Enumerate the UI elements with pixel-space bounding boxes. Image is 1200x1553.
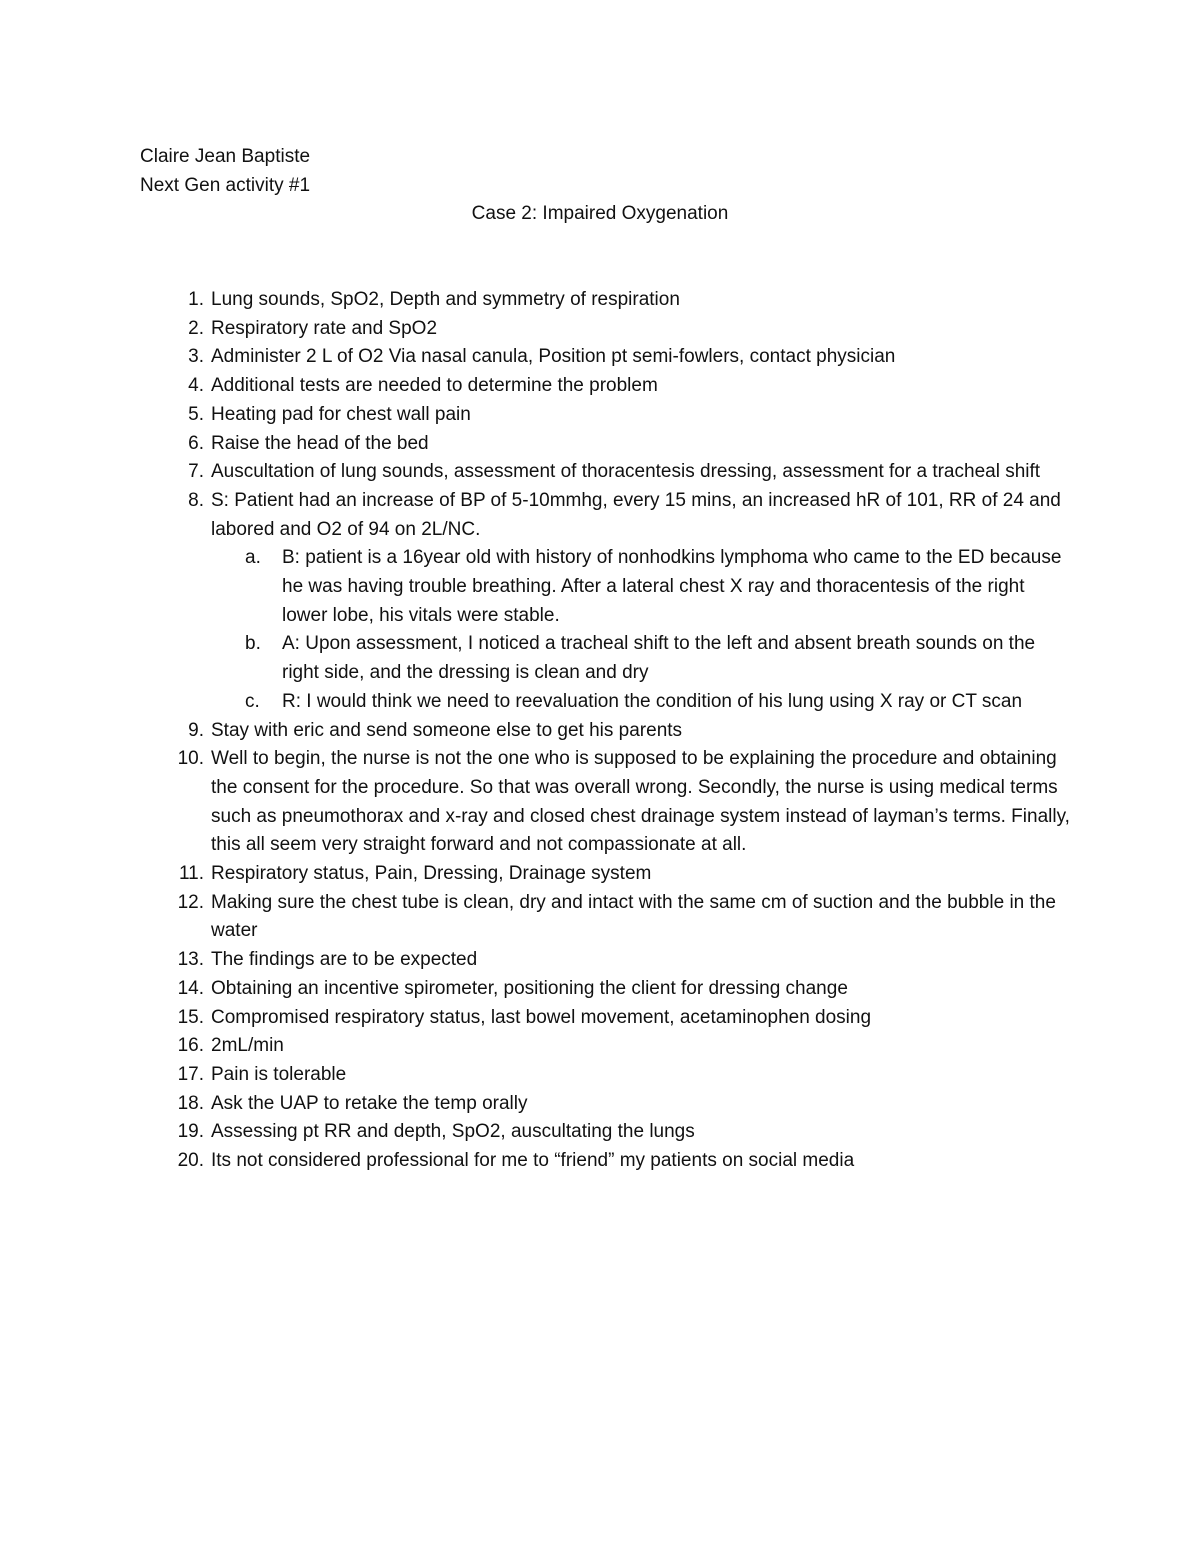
answer-number: 18. [177, 1092, 204, 1114]
author-name: Claire Jean Baptiste [140, 146, 311, 167]
answer-item [177, 1118, 1071, 1147]
answer-item [177, 1147, 1071, 1176]
answer-text: Pain is tolerable [211, 1063, 347, 1085]
sbar-item [245, 688, 1071, 717]
sbar-letter: c. [245, 690, 260, 712]
answer-item [188, 717, 1071, 746]
answer-list [177, 286, 1071, 1176]
answer-item [177, 1032, 1071, 1061]
answer-number: 12. [177, 891, 204, 913]
answer-number: 11. [178, 863, 204, 885]
answer-text: Lung sounds, SpO2, Depth and symmetry of respiration [211, 289, 680, 310]
answer-number: 8. [188, 489, 204, 511]
answer-item [188, 372, 1071, 401]
answer-number: 2. [188, 317, 204, 339]
answer-text: 2mL/min [211, 1035, 284, 1057]
activity-title: Next Gen activity #1 [140, 175, 311, 196]
answer-item [177, 1090, 1071, 1119]
answer-number: 15. [177, 1006, 204, 1028]
sbar-item [245, 630, 1071, 687]
answer-item [177, 946, 1071, 975]
answer-number: 10. [177, 748, 204, 770]
answer-number: 7. [188, 461, 204, 483]
answer-number: 16. [177, 1035, 204, 1057]
answer-text: S: Patient had an increase of BP of 5-10mmhg, every 15 mins, an increased hR of 101, RR of 24 and labored and O2 of 94 on 2L/NC. [211, 489, 1061, 540]
sbar-letter: b. [245, 633, 261, 655]
answer-text: Respiratory status, Pain, Dressing, Drainage system [211, 863, 652, 885]
answer-text: Additional tests are needed to determine the problem [211, 375, 658, 397]
answer-item [177, 1004, 1071, 1033]
answer-number: 13. [177, 949, 204, 971]
sbar-sublist [211, 544, 1071, 716]
answer-text: Raise the head of the bed [211, 432, 429, 454]
answer-item [188, 458, 1071, 487]
answer-item [177, 975, 1071, 1004]
answer-text: Its not considered professional for me to “friend” my patients on social media [211, 1150, 855, 1172]
answer-text: Assessing pt RR and depth, SpO2, auscultating the lungs [211, 1121, 695, 1143]
answer-text: Administer 2 L of O2 Via nasal canula, Position pt semi-fowlers, contact physician [211, 346, 896, 368]
sbar-text: R: I would think we need to reevaluation the condition of his lung using X ray or CT scan [282, 690, 1023, 712]
answer-number: 1. [188, 289, 204, 310]
case-title: Case 2: Impaired Oxygenation [471, 203, 729, 224]
answer-text: Compromised respiratory status, last bowel movement, acetaminophen dosing [211, 1006, 872, 1028]
sbar-letter: a. [245, 547, 261, 569]
answer-text: Respiratory rate and SpO2 [211, 317, 438, 339]
answer-item [188, 315, 1071, 344]
answer-number: 14. [177, 977, 204, 999]
answer-number: 6. [188, 432, 204, 454]
answer-text: Making sure the chest tube is clean, dry and intact with the same cm of suction and the bubble in the water [211, 891, 1056, 942]
answer-text: Well to begin, the nurse is not the one who is supposed to be explaining the procedure and obtaining the consent for the procedure. So that was overall wrong. Secondly, the nurse is using medical terms such as pneumothorax and x-ray and closed chest drainage system instead of layman’s terms. Finally, this all seem very straight forward and not compassionate at all. [211, 748, 1070, 856]
answer-text: Heating pad for chest wall pain [211, 403, 471, 425]
answer-number: 3. [188, 346, 204, 368]
answer-item [188, 286, 1071, 315]
answer-item [177, 1061, 1071, 1090]
answer-item [188, 430, 1071, 459]
answer-item [177, 889, 1071, 946]
answer-number: 9. [188, 719, 204, 741]
answer-number: 4. [188, 375, 204, 397]
sbar-text: A: Upon assessment, I noticed a tracheal shift to the left and absent breath sounds on the right side, and the dressing is clean and dry [282, 633, 1036, 684]
answer-text: Obtaining an incentive spirometer, positioning the client for dressing change [211, 977, 848, 999]
answer-number: 5. [188, 403, 204, 425]
answer-text: Auscultation of lung sounds, assessment of thoracentesis dressing, assessment for a tracheal shift [211, 461, 1041, 483]
answer-item [188, 401, 1071, 430]
answer-number: 19. [177, 1121, 204, 1143]
answer-item [188, 487, 1071, 717]
sbar-item [245, 544, 1071, 630]
sbar-text: B: patient is a 16year old with history of nonhodkins lymphoma who came to the ED because he was having trouble breathing. After a lateral chest X ray and thoracentesis of the right lower lobe, his vitals were stable. [282, 547, 1062, 626]
answer-item [178, 860, 1071, 889]
answer-number: 20. [177, 1150, 204, 1172]
answer-text: Stay with eric and send someone else to get his parents [211, 719, 683, 741]
answer-text: The findings are to be expected [211, 949, 478, 971]
answer-text: Ask the UAP to retake the temp orally [211, 1092, 528, 1114]
answer-item [177, 745, 1071, 860]
answer-item [188, 343, 1071, 372]
answer-number: 17. [177, 1063, 204, 1085]
